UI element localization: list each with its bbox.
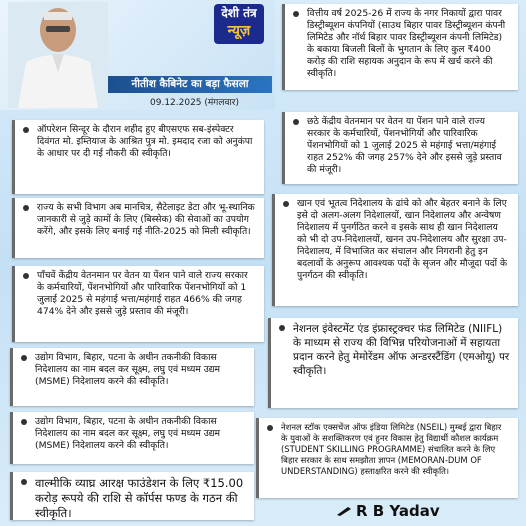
bullet-icon (21, 479, 27, 485)
decision-text: उद्योग विभाग, बिहार, पटना के अधीन तकनीकी विकास निदेशालय का नाम बदल कर सूक्ष्म, लघु एवं मध्यम उद्यम (MSME) निदेशालय करने की स्वीकृति। (35, 416, 221, 451)
header-panel (0, 0, 275, 110)
decision-text: खान एवं भूतत्व निदेशालय के ढांचे को और बेहतर बनाने के लिए इसे दो अलग-अलग निदेशालयों, खान निदेशालय और अन्वेषण निदेशालय में पुनर्गठित करने व इसके साथ ही खान निदेशालय को भी दो उप-निदेशालयों, खनन उप-निदेशालय और सुरक्षा उप-निदेशालय, में विभाजित कर संचालन और निगरानी हेतु इन बदलावों के अनुरूप आवश्यक पदों के सृजन और मौजूदा पदों के पुनर्गठन की स्वीकृति। (297, 198, 508, 281)
bullet-icon (23, 127, 29, 133)
decision-card-9 (10, 412, 254, 464)
bullet-icon (293, 119, 299, 125)
bullet-icon (279, 325, 285, 331)
date-label: 09.12.2025 (मंगलवार) (150, 98, 239, 108)
decision-card-2 (12, 120, 264, 194)
bullet-icon (23, 205, 29, 211)
bullet-icon (23, 273, 29, 279)
decision-text: नेशनल स्टॉक एक्सचेंज ऑफ इंडिया लिमिटेड (NSEIL) मुम्बई द्वारा बिहार के युवाओं के सशक्तिकरण एवं हुनर विकास हेतु विद्यार्थी कौशल कार्यक्रम (STUDENT SKILLING PROGRAMME) संचालित करने के लिए बिहार सरकार के साथ समझौता ज्ञापन (MEMORAN-DUM OF UNDERSTANDING) हस्ताक्षरित करने की स्वीकृति। (281, 422, 502, 476)
decision-card-4 (12, 198, 264, 258)
decision-card-8 (10, 348, 254, 406)
bullet-icon (267, 425, 273, 431)
bullet-icon (21, 419, 27, 425)
decision-card-5 (272, 194, 518, 306)
decision-text: पाँचवें केंद्रीय वेतनमान पर वेतन या पेंशन पाने वाले राज्य सरकार के कर्मचारियों, पेंशनभोगियों और पारिवारिक पेंशनभोगियों को 1 जुलाई 2025 से महंगाई भत्ता/महंगाई राहत 466% की जगह 474% देने और इससे जुड़े प्रस्ताव की मंजूरी। (37, 270, 248, 317)
portrait-photo (8, 2, 108, 108)
decision-text: राज्य के सभी विभाग अब मानचित्र, सैटेलाइट डेटा और भू-स्थानिक जानकारी से जुड़े कामों के लिए (बिस्सेक) की सेवाओं का उपयोग करेंगे, और इसके लिए बनाई गई नीति-2025 को मिली स्वीकृति। (37, 202, 255, 237)
page-title: नीतीश कैबिनेट का बड़ा फैसला (108, 76, 272, 93)
decision-text: वाल्मीकि व्याघ्र आरक्ष फाउंडेशन के लिए ₹15.00 करोड़ रूपये की राशि से कॉर्पस फण्ड के गठन की स्वीकृति। (35, 476, 244, 520)
decision-text: ऑपरेशन सिन्दूर के दौरान शहीद हुए बीएसएफ सब-इंस्पेक्टर दिवंगत मो. इम्तियाज के आश्रित पुत्र मो. इमदाद रजा को अनुकंपा के आधार पर दी गई नौकरी की स्वीकृति। (37, 124, 253, 159)
logo-line1: देशी तंत्र (221, 6, 257, 20)
decision-card-3 (282, 112, 518, 184)
decision-text: छठे केंद्रीय वेतनमान पर वेतन या पेंशन पाने वाले राज्य सरकार के कर्मचारियों, पेंशनभोगियों और पारिवारिक पेंशनभोगियों को 1 जुलाई 2025 से महंगाई भत्ता/महंगाई राहत 252% की जगह 257% देने और इससे जुड़े प्रस्ताव की मंजूरी। (307, 116, 502, 175)
bullet-icon (293, 11, 299, 17)
logo-line2: न्यूज़ (227, 23, 251, 39)
decision-text: नेशनल इंवेस्टमेंट एंड इंफ्रास्ट्रक्चर फंड लिमिटेड (NIIFL) के माध्यम से राज्य की विभिन्न परियोजनाओं में सहायता प्रदान करने हेतु मेमोरेंडम ऑफ अन्डरस्टैंडिंग (एमओयू) पर स्वीकृति। (293, 323, 510, 377)
author-signature (334, 502, 440, 520)
decision-card-10 (256, 418, 518, 498)
decision-card-1 (282, 4, 518, 90)
bullet-icon (21, 355, 27, 361)
decision-card-11 (10, 472, 254, 520)
brand-logo (214, 4, 264, 44)
decision-card-7 (268, 318, 518, 408)
bullet-icon (283, 201, 289, 207)
decision-card-6 (12, 266, 264, 342)
signature-text: R B Yadav (356, 502, 440, 520)
decision-text: उद्योग विभाग, बिहार, पटना के अधीन तकनीकी विकास निदेशालय का नाम बदल कर सूक्ष्म, लघु एवं मध्यम उद्यम (MSME) निदेशालय करने की स्वीकृति। (35, 352, 221, 387)
decision-text: वित्तीय वर्ष 2025-26 में राज्य के नगर निकायों द्वारा पावर डिस्ट्रीब्यूशन कंपनियों (साउथ बिहार पावर डिस्ट्रीब्यूशन कंपनी लिमिटेड और नॉर्थ बिहार पावर डिस्ट्रीब्यूशन कंपनी लिमिटेड) के बकाया बिजली बिलों के भुगतान के लिए कुल ₹400 करोड़ की राशि सहायक अनुदान के रूप में खर्च करने की स्वीकृति। (307, 8, 506, 79)
